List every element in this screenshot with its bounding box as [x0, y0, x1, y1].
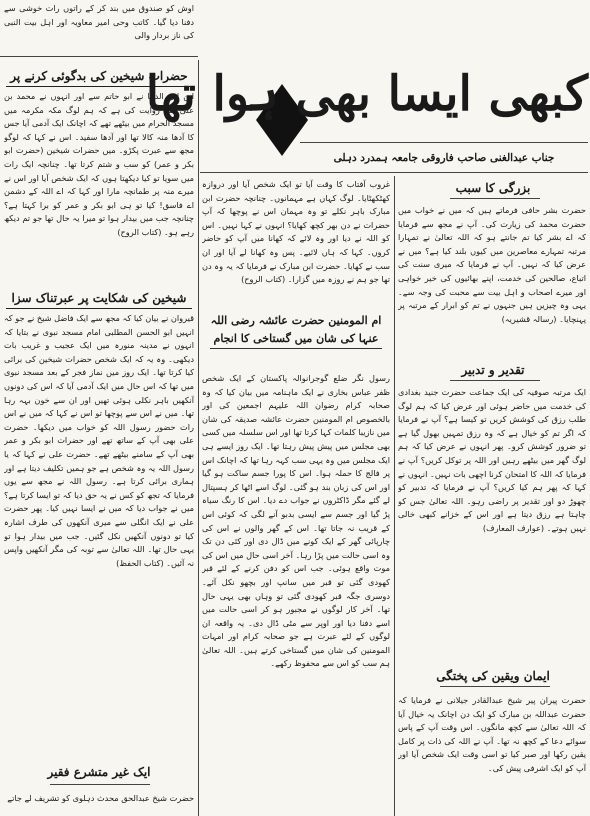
left-paragraph-2: قیروان نے بیان کیا کہ مجھ سے ایک فاضل شیخ نے جو کہ انہیں ابو الحسن المطلبی امام مسجد نبوی نے بتایا کہ انہوں نے مدینہ منورہ میں ایک عجیب و غریب بات دیکھی۔ وہ یہ کہ ایک شخص حضرات شیخین کی برائی کیا کرتا تھا۔ ایک روز میں نماز فجر کے بعد مسجد نبوی میں تھا کہ اس حال میں ایک آدمی آیا کہ اس کی دونوں آنکھیں باہر نکلی ہوئی تھیں اور ان سے خون بہہ رہا تھا۔ میں نے اس سے پوچھا تو اس نے کہا کہ میں نے اس رات حضور رسول اللہ کو خواب میں دیکھا۔ حضرت علی بھی آپ کے ساتھ تھے اور حضرات ابو بکر و عمر بھی آپ کے سامنے بیٹھے تھے۔ حضرت علی نے کہا کہ یا رسول اللہ یہ وہ شخص ہے جو ہمیں تکلیف دیتا ہے اور ہماری برائی کرتا ہے۔ رسول اللہ نے مجھ سے یوں فرمایا کہ تجھ کو کس نے یہ حق دیا کہ تو ایسا کرتا ہے؟ میں نے جواب دیا کہ میں نے ایسا نہیں کیا۔ پھر حضرت علی نے ایک انگلی سے میری آنکھوں کی طرف اشارہ کیا تو دونوں آنکھیں نکل گئیں۔ جب میں بیدار ہوا تو یہی حال تھا۔ اللہ تعالیٰ سے توبہ کی مگر آنکھیں واپس نہ آئیں۔ (کتاب الحفظ) [4, 313, 194, 568]
left-heading-complaint: شیخین کی شکایت پر عبرتناک سزا [6, 288, 192, 309]
left-paragraph-3: حضرت شیخ عبدالحق محدث دہلوی کو تشریف لے جاتے [7, 793, 194, 803]
right-paragraph-2: ایک مرتبہ صوفیہ کی ایک جماعت حضرت جنید بغدادی کی خدمت میں حاضر ہوئی اور عرض کیا کہ ہم لوگ طلب رزق کی کوشش کریں تو کیسا ہے؟ آپ نے فرمایا کہ اگر تم کو خیال ہے کہ وہ رزق تمہیں بھول گیا ہے تو ضرور کوشش کرو۔ پھر انہوں نے عرض کیا کہ ہم لوگ گھر میں بیٹھے رہیں اور اللہ پر توکل کریں؟ آپ نے فرمایا کہ اللہ کا امتحان کرنا اچھی بات نہیں۔ انہوں نے کہا کہ پھر ہم کیا کریں؟ آپ نے فرمایا کہ تدبیر کو چھوڑ دو اور تقدیر پر راضی رہو۔ اللہ تعالیٰ جس کو چاہتا ہے رزق دیتا ہے اور اس کے خزانے کبھی خالی نہیں ہوتے۔ (عوارف المعارف) [398, 387, 586, 533]
right-paragraph-1: حضرت بشر حافی فرماتے ہیں کہ میں نے خواب میں حضرت محمد کی زیارت کی۔ آپ نے مجھ سے فرمایا کہ اے بشر کیا تم جانتے ہو کہ اللہ تعالیٰ نے تمہارا مرتبہ تمہارے معاصرین میں کیوں بلند کیا ہے؟ میں نے عرض کیا کہ نہیں۔ آپ نے فرمایا کہ میری سنت کی اتباع، صالحین کی خدمت، اپنے بھائیوں کی خیر خواہی اور میرے اصحاب و اہل بیت سے محبت کی وجہ سے۔ یہی وہ چیزیں ہیں جنہوں نے تم کو ابرار کے مرتبہ پر پہنچایا۔ (رسالہ قشیریہ) [398, 205, 586, 324]
middle-heading-aisha [202, 312, 390, 362]
left-heading-shaykhain-insult: حضرات شیخین کی بدگوئی کرنے پر [6, 66, 192, 87]
left-heading-faqir: ایک غیر متشرع فقیر [47, 765, 151, 779]
article-byline: جناب عبدالغنی صاحب فاروقی جامعہ ہمدرد دہلی [333, 152, 555, 164]
title-underline [300, 142, 588, 143]
left-continuation-text: اوش کو صندوق میں بند کر کے راتوں رات خوشی سے دفنا دیا گیا۔ کاتب وحی امیر معاویہ اور اہل بیت النبی کی ناز بردار والی [4, 3, 194, 41]
column-divider-left [198, 60, 199, 816]
right-heading-taqdeer: تقدیر و تدبیر [461, 363, 525, 377]
left-heading-faqir-underline [50, 784, 150, 785]
right-heading-buzurgi: بزرگی کا سبب [455, 181, 531, 195]
right-heading-taqdeer-underline [450, 380, 540, 381]
middle-heading-aisha-text: ام المومنین حضرت عائشہ رضی اللہ عنہا کی شان میں گستاخی کا انجام [210, 314, 382, 345]
left-paragraph-1: ابن ابی الدنیا نے ابو حاتم سے اور انہوں نے محمد بن علی سے روایت کی ہے کہ ہم لوگ مکہ مکرمہ میں مسجد الحرام میں بیٹھے تھے کہ اچانک ایک آدمی آیا جس کا آدھا منہ کالا تھا اور آدھا سفید۔ اس نے کہا کہ لوگو مجھ سے عبرت پکڑو۔ میں حضرات شیخین (حضرت ابو بکر و عمر) کو سب و شتم کرتا تھا۔ چنانچہ ایک رات میں سویا تو کیا دیکھتا ہوں کہ ایک شخص آیا اور اس نے میرے منہ پر طمانچہ مارا اور کہا کہ اے اللہ کے دشمن اے فاسق! کیا تو ہی ابو بکر و عمر کو برا کہتا ہے؟ چنانچہ جب میں بیدار ہوا تو میرا یہ حال تھا جو تم دیکھ رہے ہو۔ (کتاب الروح) [4, 91, 194, 237]
right-paragraph-3: حضرت پیران پیر شیخ عبدالقادر جیلانی نے فرمایا کہ حضرت عبداللہ بن مبارک کو ایک دن اچانک یہ خیال آیا کہ اللہ تعالیٰ سے کچھ مانگوں۔ اس وقت آپ کے پاس سوائے دعا کے کچھ نہ تھا۔ آپ نے اللہ کی ذات پر کامل یقین رکھا اور صبر کیا تو اسی وقت ایک شخص آیا اور آپ کو ایک اشرفی پیش کی۔ [398, 695, 586, 773]
right-heading-buzurgi-underline [450, 198, 540, 199]
byline-underline [200, 172, 588, 173]
middle-paragraph-1: غروب آفتاب کا وقت آیا تو ایک شخص آیا اور دروازہ کھٹکھٹایا۔ لوگ کہاں ہے مہمانوں۔ چنانچہ حضرت ابن مبارک باہر نکلے تو وہ مہمان اس نے پوچھا کہ آپ حضرات نے دن بھر کچھ کھایا؟ انہوں نے کہا نہیں۔ اس کو اللہ نے دیا اور وہ لائے کہ کھانا میں آپ کو حاضر کروں۔ کہا کہ ہاں لائیے۔ پس وہ کھانا لے آیا اور ان سب نے کھایا۔ حضرت ابن مبارک نے فرمایا کہ یہ وہ دن تھا جو ہم نے روزہ میں گزارا۔ (کتاب الروح) [202, 179, 390, 285]
right-heading-iman: ایمان ویقین کی پختگی [436, 669, 550, 683]
article-title: کبھی ایسا بھی ہوا تھا [145, 66, 588, 122]
middle-heading-rule [210, 348, 382, 349]
column-divider-right [394, 176, 395, 816]
middle-paragraph-2: رسول نگر ضلع گوجرانوالہ پاکستان کے ایک شخص ظفر عباس بخاری نے ایک ماہنامہ میں بیان کیا کہ وہ صحابہ کرام رضوان اللہ علیہم اجمعین کی اور بالخصوص ام المومنین حضرت عائشہ صدیقہ کی شان میں نازیبا کلمات کہا کرتا تھا اور اس سلسلہ میں کسی بھی مجلس میں پیش پیش رہتا تھا۔ ایک روز ایسے ہی ایک مجلس میں وہ یہی سب کہہ رہا تھا کہ اچانک اس پر فالج کا حملہ ہوا۔ اس کا پورا جسم ساکت ہو گیا اور اس کی زبان بند ہو گئی۔ لوگ اسے اٹھا کر ہسپتال لے گئے مگر ڈاکٹروں نے جواب دے دیا۔ اس کا رنگ سیاہ پڑ گیا اور جسم سے ایسی بدبو آنے لگی کہ کوئی اس کے قریب نہ جاتا تھا۔ اس کے گھر والوں نے اس کی چارپائی گھر کے ایک کونے میں ڈال دی اور کئی دن تک وہ اسی حالت میں پڑا رہا۔ آخر اسی حال میں اس کی موت واقع ہوئی۔ جب اس کو دفن کرنے کے لئے قبر کھودی گئی تو قبر میں سانپ اور بچھو نکل آئے۔ دوسری جگہ قبر کھودی گئی تو وہاں بھی یہی حال تھا۔ آخر کار لوگوں نے مجبور ہو کر اسی حالت میں اسے دفنا دیا اور اوپر سے مٹی ڈال دی۔ یہ واقعہ ان لوگوں کے لئے عبرت ہے جو صحابہ کرام اور امہات المومنین کی شان میں گستاخی کرتے ہیں۔ اللہ تعالیٰ ہم سب کو اس سے محفوظ رکھے۔ [202, 373, 390, 669]
right-heading-iman-underline [440, 686, 550, 687]
